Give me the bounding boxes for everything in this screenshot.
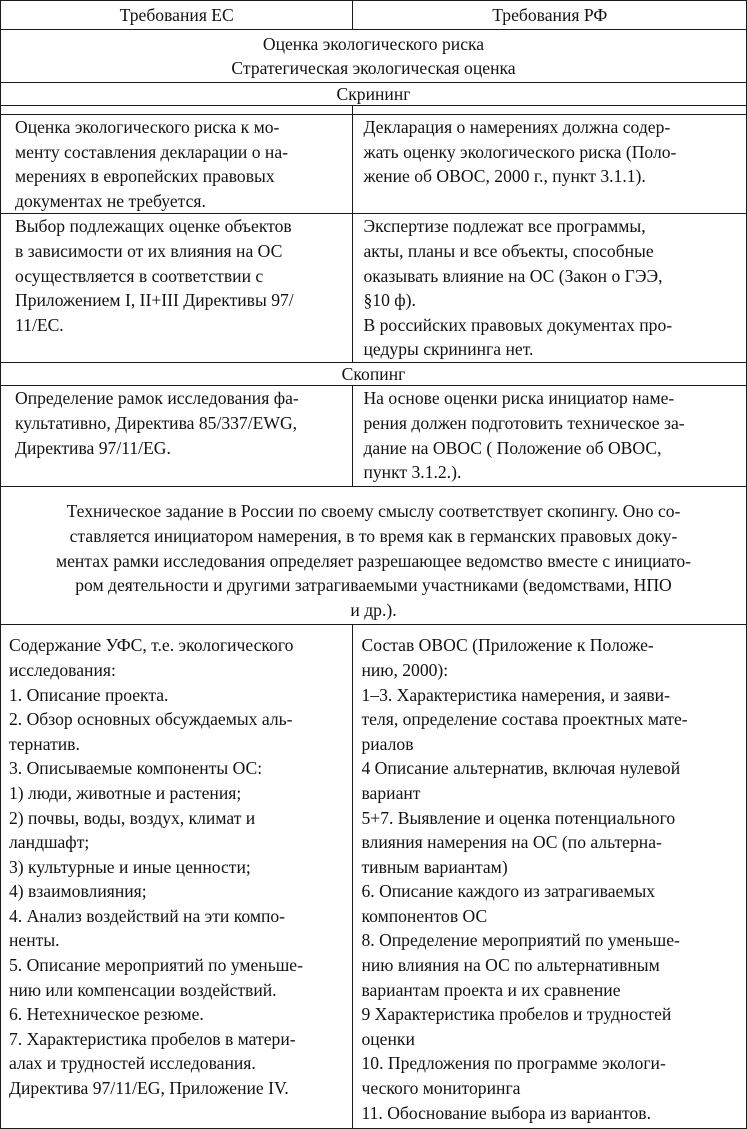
text-line: 2) почвы, воды, воздух, климат и [9, 807, 256, 828]
text-line: вариант [361, 782, 421, 803]
text-line: 1) люди, животные и растения; [9, 782, 242, 803]
text-line: 4) взаимовлияния; [9, 881, 147, 902]
text-line: пункт 3.1.2.). [363, 462, 462, 483]
text-line: 1. Описание проекта. [9, 684, 169, 705]
text-line: влияния намерения на ОС (по альтерна- [361, 832, 662, 853]
section-main-title [1, 30, 747, 83]
text-line: Экспертизе подлежат все программы, [363, 216, 646, 237]
text-line: менту составления декларации о на- [15, 141, 288, 162]
screening-row-2 [1, 214, 747, 363]
text-line: документах не требуется. [15, 190, 206, 211]
screening-row-1 [1, 115, 747, 214]
screening-row-1-rf [353, 115, 747, 214]
text-line: ментах рамки исследования определяет разрешающее ведомство вместе с инициато- [55, 550, 692, 571]
text-line: оценки [361, 1028, 415, 1049]
text-line: Содержание УФС, т.е. экологического [9, 635, 294, 656]
text-line: ческого мониторинга [361, 1078, 521, 1099]
content-eu [1, 625, 353, 1129]
screening-title-row [1, 83, 747, 106]
text-line: в зависимости от их влияния на ОС [15, 240, 283, 261]
text-line: ставляется инициатором намерения, в то время как в германских правовых доку- [69, 525, 678, 546]
text-line: Выбор подлежащих оценке объектов [15, 216, 292, 237]
text-line: 4. Анализ воздействий на эти компо- [9, 905, 286, 926]
text-line: Декларация о намерениях должна содер- [363, 117, 671, 137]
screening-row-2-rf [353, 214, 747, 363]
section-main-row [1, 30, 747, 83]
scoping-note [1, 487, 747, 625]
header-rf: Требования РФ [353, 1, 747, 30]
scoping-title: Скопинг [1, 363, 747, 386]
text-line: теля, определение состава проектных мате- [361, 709, 688, 730]
text-line: культативно, Директива 85/337/EWG, [15, 412, 298, 433]
text-line: оказывать влияние на ОС (Закон о ГЭЭ, [363, 265, 663, 286]
header-row [1, 1, 747, 30]
text-line: жение об ОВОС, 2000 г., пункт 3.1.1). [363, 166, 646, 187]
content-row [1, 625, 747, 1129]
scoping-row-1 [1, 386, 747, 487]
text-line: На основе оценки риска инициатор наме- [363, 388, 675, 409]
scoping-row-1-eu [1, 386, 353, 487]
text-line: Директива 97/11/EG, Приложение IV. [9, 1078, 289, 1099]
scoping-title-row [1, 363, 747, 386]
text-line: Оценка экологического риска к мо- [15, 117, 280, 137]
text-line: цедуры скрининга нет. [363, 339, 534, 360]
text-line: Директива 97/11/EG. [15, 437, 171, 458]
text-line: 3. Описываемые компоненты ОС: [9, 758, 263, 779]
text-line: компонентов ОС [361, 905, 488, 926]
screening-row-2-eu [1, 214, 353, 363]
text-line: 6. Нетехническое резюме. [9, 1004, 204, 1025]
text-line: §10 ф). [363, 290, 416, 311]
text-line: 5+7. Выявление и оценка потенциального [361, 807, 676, 828]
text-line: 3) культурные и иные ценности; [9, 856, 251, 877]
text-line: Определение рамок исследования фа- [15, 388, 299, 409]
section-main-line-2: Стратегическая экологическая оценка [231, 58, 516, 78]
text-line: 4 Описание альтернатив, включая нулевой [361, 758, 681, 779]
text-line: ром деятельности и другими затрагиваемыми участниками (ведомствами, НПО [75, 575, 672, 596]
text-line: ландшафт; [9, 832, 90, 853]
screening-row-1-eu [1, 115, 353, 214]
gap-row [1, 106, 747, 115]
text-line: 2. Обзор основных обсуждаемых аль- [9, 709, 293, 730]
text-line: акты, планы и все объекты, способные [363, 240, 654, 261]
text-line: нию или компенсации воздействий. [9, 979, 277, 1000]
screening-title: Скрининг [1, 83, 747, 106]
text-line: тивным вариантам) [361, 856, 508, 877]
text-line: вариантам проекта и их сравнение [361, 979, 621, 1000]
text-line: алах и трудностей исследования. [9, 1053, 256, 1074]
text-line: Состав ОВОС (Приложение к Положе- [361, 635, 654, 656]
text-line: риалов [361, 733, 414, 754]
text-line: 10. Предложения по программе экологи- [361, 1053, 666, 1074]
text-line: ненты. [9, 930, 60, 951]
text-line: осуществляется в соответствии с [15, 265, 264, 286]
text-line: и др.). [350, 599, 397, 620]
text-line: нию влияния на ОС по альтернативным [361, 955, 660, 976]
text-line: тернатив. [9, 733, 80, 754]
text-line: мерениях в европейских правовых [15, 166, 275, 187]
text-line: дание на ОВОС ( Положение об ОВОС, [363, 437, 662, 458]
text-line: исследования: [9, 659, 116, 680]
text-line: 9 Характеристика пробелов и трудностей [361, 1004, 672, 1025]
text-line: жать оценку экологического риска (Поло- [363, 141, 677, 162]
text-line: Техническое задание в России по своему смыслу соответствует скопингу. Оно со- [66, 501, 681, 522]
text-line: 8. Определение мероприятий по уменьше- [361, 930, 680, 951]
text-line: 11. Обоснование выбора из вариантов. [361, 1102, 651, 1123]
text-line: 7. Характеристика пробелов в матери- [9, 1028, 296, 1049]
scoping-note-row [1, 487, 747, 625]
text-line: рения должен подготовить техническое за- [363, 412, 685, 433]
text-line: нию, 2000): [361, 659, 449, 680]
text-line: 1–3. Характеристика намерения, и заяви- [361, 684, 670, 705]
text-line: Приложением I, II+III Директивы 97/ [15, 290, 294, 311]
text-line: В российских правовых документах про- [363, 314, 673, 335]
header-eu: Требования ЕС [1, 1, 353, 30]
content-rf [353, 625, 747, 1129]
text-line: 11/ЕС. [15, 314, 64, 335]
section-main-line-1: Оценка экологического риска [262, 34, 485, 54]
scoping-row-1-rf [353, 386, 747, 487]
text-line: 5. Описание мероприятий по уменьше- [9, 955, 303, 976]
text-line: 6. Описание каждого из затрагиваемых [361, 881, 656, 902]
